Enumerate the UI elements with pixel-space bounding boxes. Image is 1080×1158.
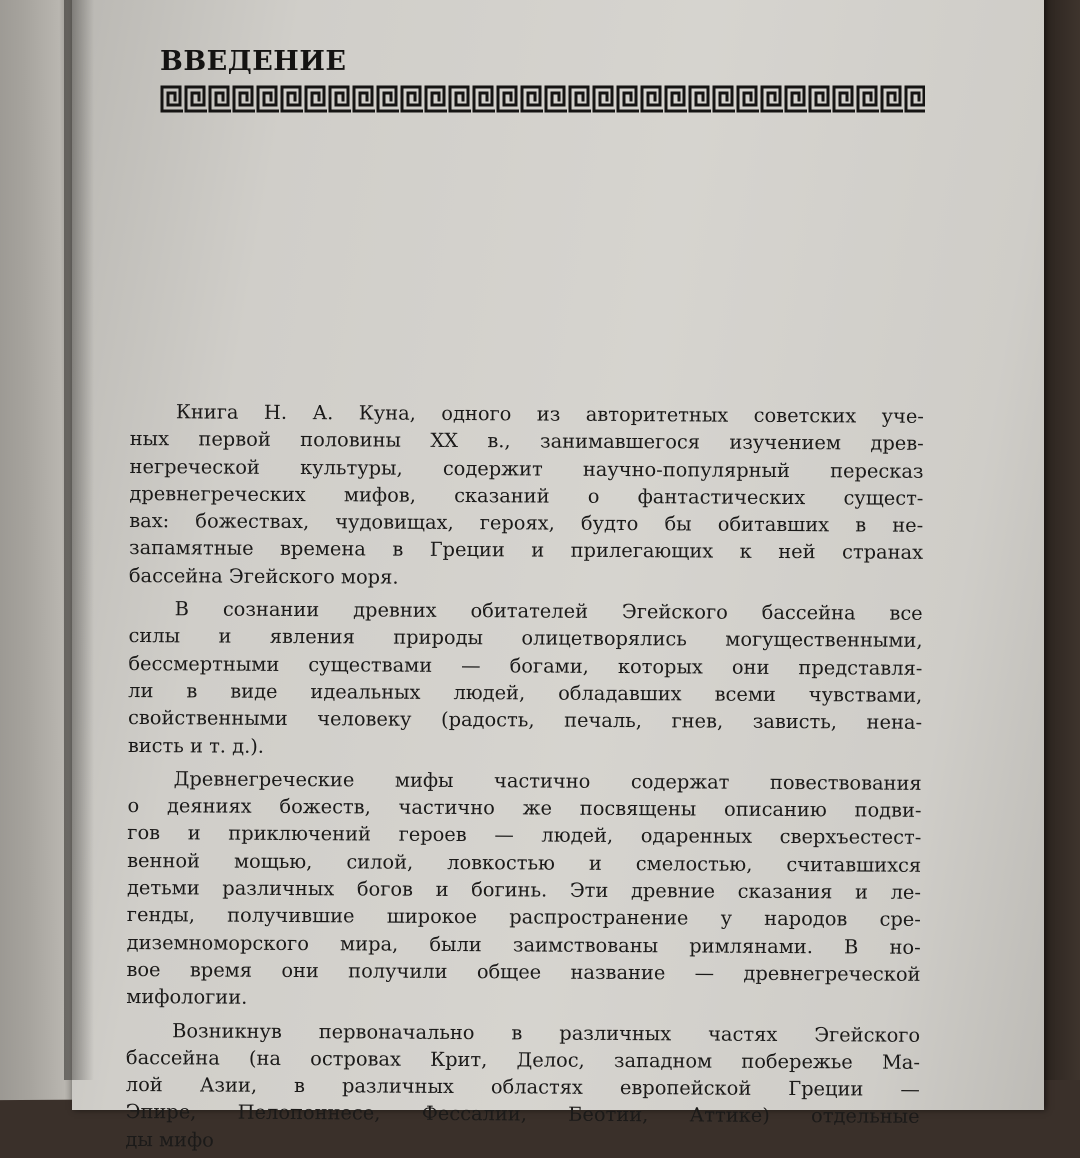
- text-line: венной мощью, силой, ловкостью и смелостью, считавшихся: [127, 848, 922, 877]
- greek-key-border: [160, 84, 925, 114]
- text-line: висть и т. д.).: [127, 733, 265, 758]
- table-surface: [1040, 0, 1080, 1080]
- text-line: силы и явления природы олицетворялись могущественными,: [128, 624, 923, 653]
- text-line: мифологии.: [126, 985, 248, 1009]
- book-page: [72, 0, 1044, 1152]
- text-line: ли в виде идеальных людей, обладавших всеми чувствами,: [128, 678, 923, 707]
- text-line: бассейна Эгейского моря.: [128, 563, 399, 589]
- text-line: негреческой культуры, содержит научно-популярный пересказ: [129, 454, 924, 483]
- paragraph-2: [128, 595, 923, 764]
- text-line: Эпире, Пелопоннесе, Фессалии, Беотии, Аттике) отдельные: [125, 1100, 920, 1129]
- text-line: детьми различных богов и богинь. Эти древние сказания и ле-: [126, 876, 922, 904]
- text-line: В сознании древних обитателей Эгейского бассейна все: [174, 597, 923, 625]
- text-line: о деяниях божеств, частично же посвящены описанию подви-: [127, 794, 922, 822]
- paragraph-4: [125, 1017, 921, 1152]
- text-line: Возникнув первоначально в различных частях Эгейского: [172, 1018, 921, 1047]
- text-line: бессмертными существами — богами, которых они представля-: [128, 651, 923, 680]
- paragraph-3: [126, 765, 921, 1016]
- text-line: древнегреческих мифов, сказаний о фантастических сущест-: [129, 481, 924, 510]
- paragraph-1: [129, 398, 924, 594]
- body-text: [125, 398, 924, 1151]
- text-line: вое время они получили общее название — древнегреческой: [126, 957, 921, 986]
- gutter-shadow: [64, 0, 94, 1080]
- text-line: лой Азии, в различных областях европейской Греции —: [125, 1073, 920, 1101]
- text-line: запамятные времена в Греции и прилегающих к ней странах: [129, 536, 924, 565]
- text-line: ных первой половины XX в., занимавшегося изучением древ-: [129, 427, 924, 456]
- text-line: генды, получившие широкое распространение у народов сре-: [126, 903, 921, 932]
- text-line: вах: божествах, чудовищах, героях, будто бы обитавших в не-: [129, 509, 924, 538]
- text-line: ды мифо: [125, 1127, 214, 1152]
- text-line: свойственными человеку (радость, печаль, гнев, зависть, нена-: [127, 706, 923, 735]
- text-line: Книга Н. А. Куна, одного из авторитетных советских уче-: [175, 400, 924, 428]
- text-line: Древнегреческие мифы частично содержат повествования: [173, 767, 922, 795]
- text-line: бассейна (на островах Крит, Делос, западном побережье Ма-: [125, 1045, 921, 1074]
- chapter-heading: ВВЕДЕНИЕ: [160, 46, 347, 77]
- text-line: гов и приключений героев — людей, одаренных сверхъестест-: [127, 821, 922, 850]
- text-line: диземноморского мира, были заимствованы римлянами. В но-: [126, 930, 921, 959]
